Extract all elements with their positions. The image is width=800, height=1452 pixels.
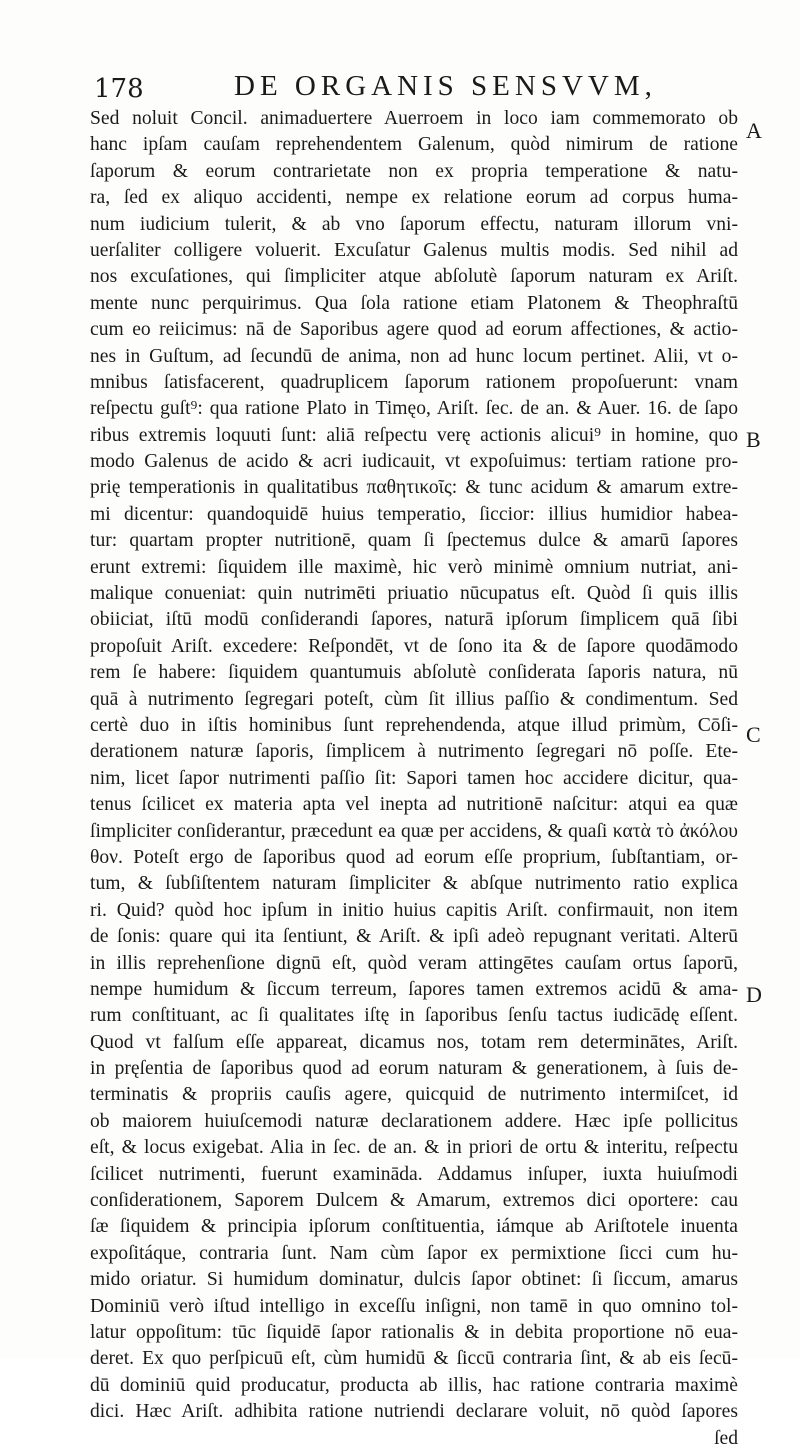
text-line: ſaporum & eorum contrarietate non ex propria temperatione & natu-: [90, 160, 738, 182]
text-line: rum conſtituant, ac ſi qualitates iſtę in ſaporibus ſenſu tactus iudicādę eſſent.: [90, 1005, 738, 1027]
text-line: de ſonis: quare qui ita ſentiunt, & Ariſt. & ipſi adeò repugnant veritati. Alterū: [90, 926, 738, 948]
text-line: in pręſentia de ſaporibus quod ad eorum naturam & generationem, à ſuis de-: [90, 1058, 738, 1080]
text-line: in illis reprehenſione dignū eſt, quòd veram attingētes cauſam ortus ſaporū,: [90, 952, 738, 974]
text-line: uerſaliter colligere voluerit. Excuſatur Galenus multis modis. Sed nihil ad: [90, 239, 738, 261]
text-line: nes in Guſtum, ad ſecundū de anima, non ad hunc locum pertinet. Alii, vt o-: [90, 345, 738, 367]
text-line: ſæ ſiquidem & principia ipſorum conſtituentia, iámque ab Ariſtotele inuenta: [90, 1216, 738, 1238]
margin-letter-c: C: [746, 722, 761, 747]
text-line: obiiciat, iſtū modū conſiderandi ſapores, naturā ipſorum ſimplicem quā ſibi: [90, 609, 738, 631]
margin-letter-a: A: [746, 118, 762, 143]
text-line: tenus ſcilicet ex materia apta vel inepta ad nutritionē naſcitur: atqui ea quæ: [90, 794, 738, 816]
text-line: terminatis & propriis cauſis agere, quicquid de nutrimento intermiſcet, id: [90, 1084, 738, 1106]
text-line: reſpectu guſt⁹: qua ratione Plato in Timęo, Ariſt. ſec. de an. & Auer. 16. de ſapo: [90, 398, 738, 420]
text-line: num iudicium tulerit, & ab vno ſaporum effectu, naturam illorum vni-: [90, 213, 738, 235]
text-line: latur oppoſitum: tūc ſiquidē ſapor rationalis & in debita proportione nō eua-: [90, 1321, 738, 1343]
text-line: modo Galenus de acido & acri iudicauit, vt expoſuimus: tertiam ratione pro-: [90, 451, 738, 473]
page-number: 178: [94, 74, 144, 104]
text-line: expoſitáque, contraria ſunt. Nam cùm ſapor ex permixtione ſicci cum hu-: [90, 1242, 738, 1264]
text-line: dici. Hæc Ariſt. adhibita ratione nutriendi declarare voluit, nō quòd ſapores: [90, 1401, 738, 1423]
text-line: mi dicentur: quandoquidē huius temperatio, ſiccior: illius humidior habea-: [90, 503, 738, 525]
text-line: propoſuit Ariſt. excedere: Reſpondēt, vt de ſono ita & de ſapore quodāmodo: [90, 635, 738, 657]
text-line: conſiderationem, Saporem Dulcem & Amarum, extremos dici oportere: cau: [90, 1190, 738, 1212]
text-line: rem ſe habere: ſiquidem quantumuis abſolutè conſiderata ſaporis natura, nū: [90, 662, 738, 684]
text-line: certè duo in iſtis hominibus ſunt reprehendenda, atque illud primùm, Cōſi-: [90, 714, 738, 736]
text-line: ſed: [714, 1427, 738, 1449]
text-line: dū dominiū quid producatur, producta ab illis, hac ratione contraria maximè: [90, 1374, 738, 1396]
margin-letter-b: B: [746, 427, 761, 452]
text-line: Quod vt falſum eſſe appareat, dicamus nos, totam rem determinātes, Ariſt.: [90, 1031, 738, 1053]
text-line: mente nunc perquirimus. Qua ſola ratione etiam Platonem & Theophraſtū: [90, 292, 738, 314]
text-line: prię temperationis in qualitatibus παθητικοῖς: & tunc acidum & amarum extre-: [90, 477, 738, 499]
text-line: ſimpliciter conſiderantur, præcedunt ea quæ per accidens, & quaſi κατὰ τὸ ἀκόλου: [90, 820, 738, 842]
text-line: mnibus ſatisfacerent, quadruplicem ſaporum rationem propoſuerunt: vnam: [90, 371, 738, 393]
text-line: ſcilicet nutrimenti, fuerunt examināda. Addamus inſuper, iuxta huiuſmodi: [90, 1163, 738, 1185]
text-line: erunt extremi: ſiquidem ille maximè, hic verò minimè omnium nutriat, ani-: [90, 556, 738, 578]
text-line: tum, & ſubſiſtentem naturam ſimpliciter & abſque nutrimento ratio explica: [90, 873, 738, 895]
text-line: nos excuſationes, qui ſimpliciter atque abſolutè ſaporum naturam ex Ariſt.: [90, 266, 738, 288]
text-line: mido oriatur. Si humidum dominatur, dulcis ſapor obtinet: ſi ſiccum, amarus: [90, 1269, 738, 1291]
margin-letter-d: D: [746, 982, 762, 1007]
text-line: derationem naturæ ſaporis, ſimplicem à nutrimento ſegregari nō poſſe. Ete-: [90, 741, 738, 763]
text-line: θον. Poteſt ergo de ſaporibus quod ad eorum eſſe proprium, ſubſtantiam, or-: [90, 846, 738, 868]
text-line: quā à nutrimento ſegregari poteſt, cùm ſit illius paſſio & condimentum. Sed: [90, 688, 738, 710]
text-line: Dominiū verò iſtud intelligo in exceſſu inſigni, non tamē in quo omnino tol-: [90, 1295, 738, 1317]
text-line: tur: quartam propter nutritionē, quam ſi ſpectemus dulce & amarū ſapores: [90, 530, 738, 552]
text-line: ri. Quid? quòd hoc ipſum in initio huius capitis Ariſt. confirmauit, non item: [90, 899, 738, 921]
text-line: ribus extremis loquuti ſunt: aliā reſpectu verę actionis alicui⁹ in homine, quo: [90, 424, 738, 446]
text-line: eſt, & locus exigebat. Alia in ſec. de an. & in priori de ortu & interitu, reſpectu: [90, 1137, 738, 1159]
text-line: malique conueniat: quin nutrimēti priuatio nūcupatus eſt. Quòd ſi quis illis: [90, 583, 738, 605]
text-line: nempe humidum & ſiccum terreum, ſapores tamen extremos acidū & ama-: [90, 978, 738, 1000]
text-line: ob maiorem huiuſcemodi naturæ declarationem addere. Hæc ipſe pollicitus: [90, 1110, 738, 1132]
running-title: DE ORGANIS SENSVVM,: [234, 70, 657, 102]
text-line: Sed noluit Concil. animaduertere Auerroem in loco iam commemorato ob: [90, 108, 738, 129]
text-line: hanc ipſam cauſam reprehendentem Galenum, quòd nimirum de ratione: [90, 134, 738, 156]
page-header: [94, 64, 734, 104]
text-line: ra, ſed ex aliquo accidenti, nempe ex relatione eorum ad corpus huma-: [90, 187, 738, 209]
body-text: [90, 106, 738, 1452]
text-line: deret. Ex quo perſpicuū eſt, cùm humidū & ſiccū contraria ſint, & ab eis ſecū-: [90, 1348, 738, 1370]
text-line: cum eo reiicimus: nā de Saporibus agere quod ad eorum affectiones, & actio-: [90, 319, 738, 341]
text-line: nim, licet ſapor nutrimenti paſſio ſit: Sapori tamen hoc accidere dicitur, qua-: [90, 767, 738, 789]
